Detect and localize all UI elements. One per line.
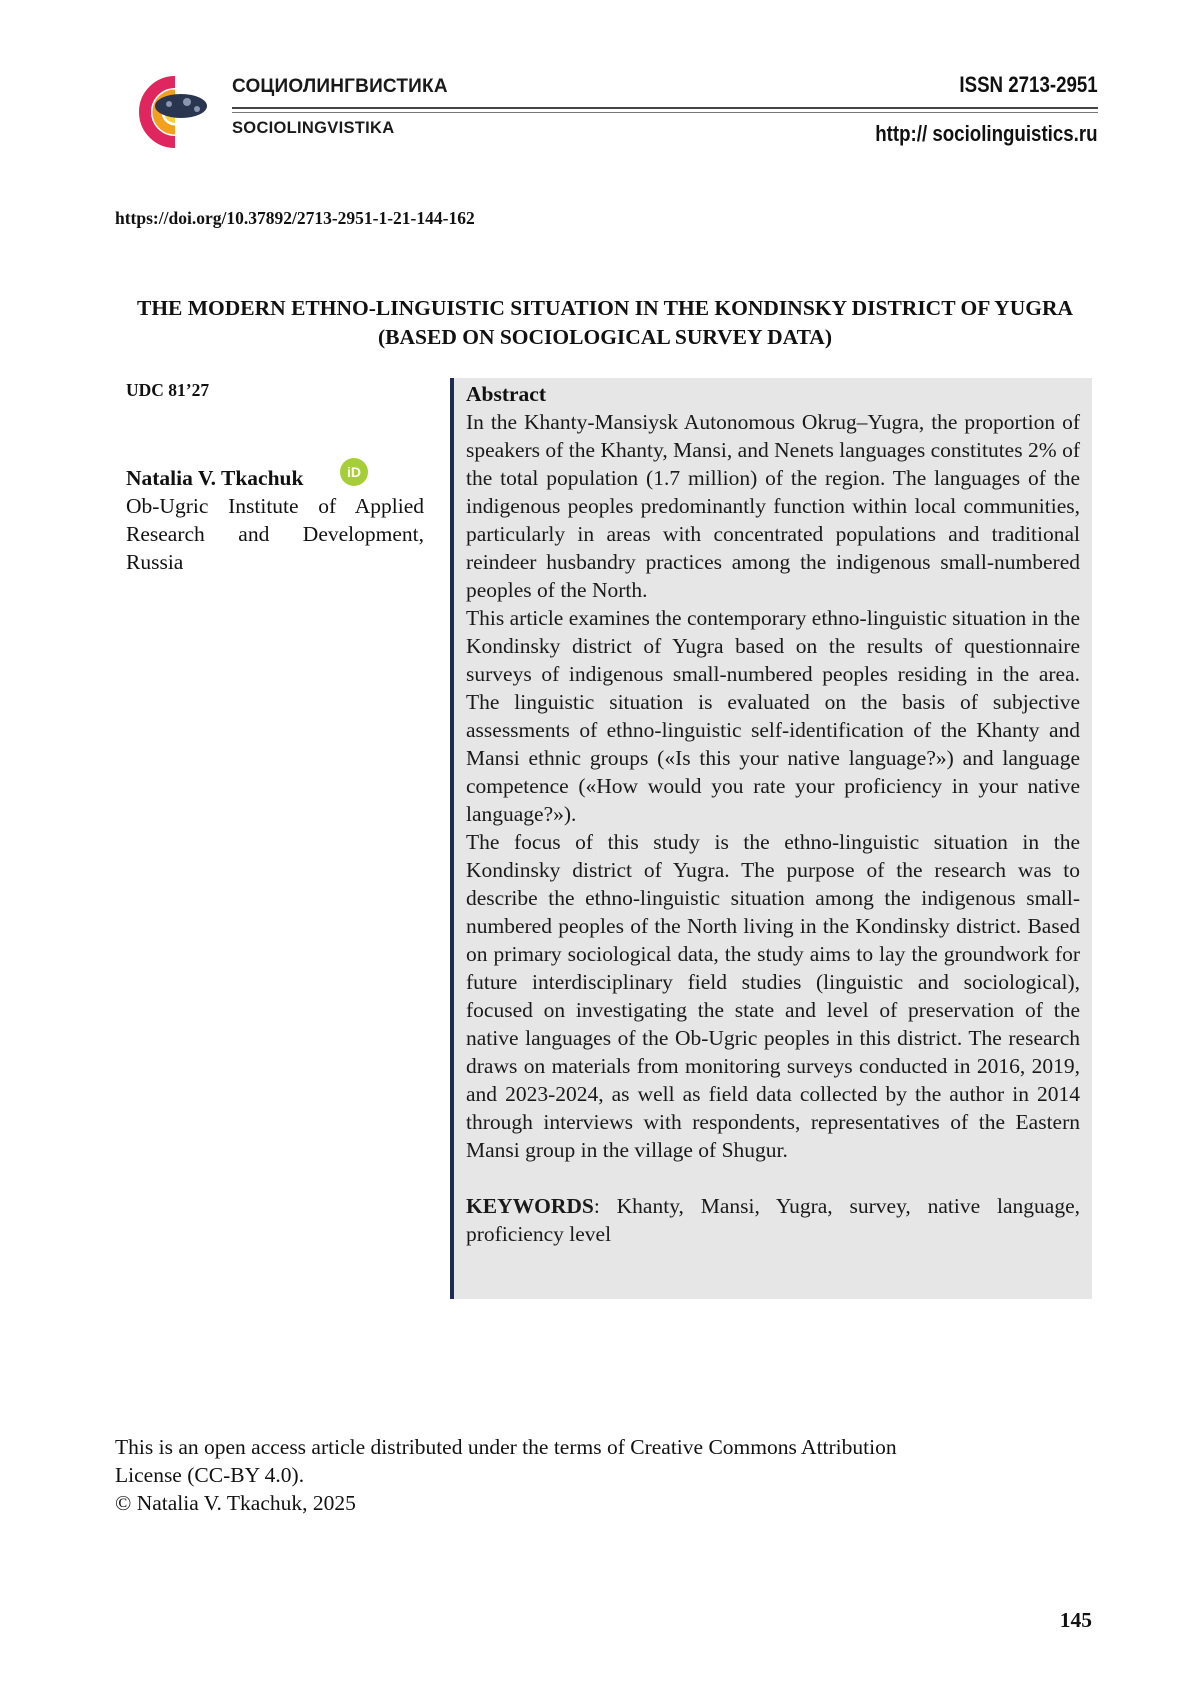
- license-line: License (CC-BY 4.0).: [115, 1463, 305, 1487]
- license-notice: [115, 1433, 1075, 1517]
- abstract-heading: Abstract: [466, 382, 547, 406]
- keywords-list: : Khanty, Mansi, Yugra, survey, native language, proficiency level: [466, 1194, 1080, 1246]
- author-name: Natalia V. Tkachuk: [126, 466, 304, 490]
- keywords-label: KEYWORDS: [466, 1194, 594, 1218]
- abstract-paragraph: In the Khanty-Mansiysk Autonomous Okrug–Yugra, the proportion of speakers of the Khanty, Mansi, and Nenets languages constitutes 2% of the total population (1.7 million) of the region. The languages of the indigenous peoples predominantly function within local communities, particularly in areas with concentrated populations and traditional reindeer husbandry practices among the indigenous small-numbered peoples of the North.: [466, 410, 1080, 602]
- article-title: THE MODERN ETHNO-LINGUISTIC SITUATION IN THE KONDINSKY DISTRICT OF YUGRA (BASED ON SOCIOLOGICAL SURVEY DATA): [136, 296, 1074, 349]
- author-affiliation: Ob-Ugric Institute of Applied Research and Development, Russia: [126, 494, 424, 574]
- orcid-icon[interactable]: iD: [340, 458, 368, 486]
- journal-title-en: SOCIOLINGVISTIKA: [232, 119, 395, 137]
- copyright: © Natalia V. Tkachuk, 2025: [115, 1491, 356, 1515]
- license-line: This is an open access article distributed under the terms of Creative Commons Attribution: [115, 1435, 897, 1459]
- issn: ISSN 2713-2951: [959, 72, 1098, 97]
- abstract-box: [450, 378, 1092, 1299]
- doi-link[interactable]: https://doi.org/10.37892/2713-2951-1-21-144-162: [115, 208, 475, 228]
- abstract-paragraph: The focus of this study is the ethno-linguistic situation in the Kondinsky district of Yugra. The purpose of the research was to describe the ethno-linguistic situation among the indigenous small-numbered peoples of the North living in the Kondinsky district. Based on primary sociological data, the study aims to lay the groundwork for future interdisciplinary field studies (linguistic and sociological), focused on investigating the state and level of preservation of the native languages of the Ob-Ugric peoples in this district. The research draws on materials from monitoring surveys conducted in 2016, 2019, and 2023-2024, as well as field data collected by the author in 2014 through interviews with respondents, representatives of the Eastern Mansi group in the village of Shugur.: [466, 830, 1080, 1162]
- udc-code: UDC 81’27: [126, 380, 210, 400]
- abstract-paragraph: This article examines the contemporary ethno-linguistic situation in the Kondinsky district of Yugra based on the results of questionnaire surveys of indigenous small-numbered peoples residing in the area. The linguistic situation is evaluated on the basis of subjective assessments of ethno-linguistic self-identification of the Khanty and Mansi ethnic groups («Is this your native language?») and language competence («How would you rate your proficiency in your native language?»).: [466, 606, 1080, 826]
- header-rule: [232, 107, 1098, 109]
- page-number: 145: [1059, 1608, 1092, 1632]
- journal-logo: [113, 76, 213, 148]
- journal-website-link[interactable]: http:// sociolinguistics.ru: [875, 121, 1098, 146]
- keywords: [466, 1192, 1080, 1248]
- journal-title-ru: СОЦИОЛИНГВИСТИКА: [232, 76, 448, 97]
- header-rule-thin: [232, 112, 1098, 113]
